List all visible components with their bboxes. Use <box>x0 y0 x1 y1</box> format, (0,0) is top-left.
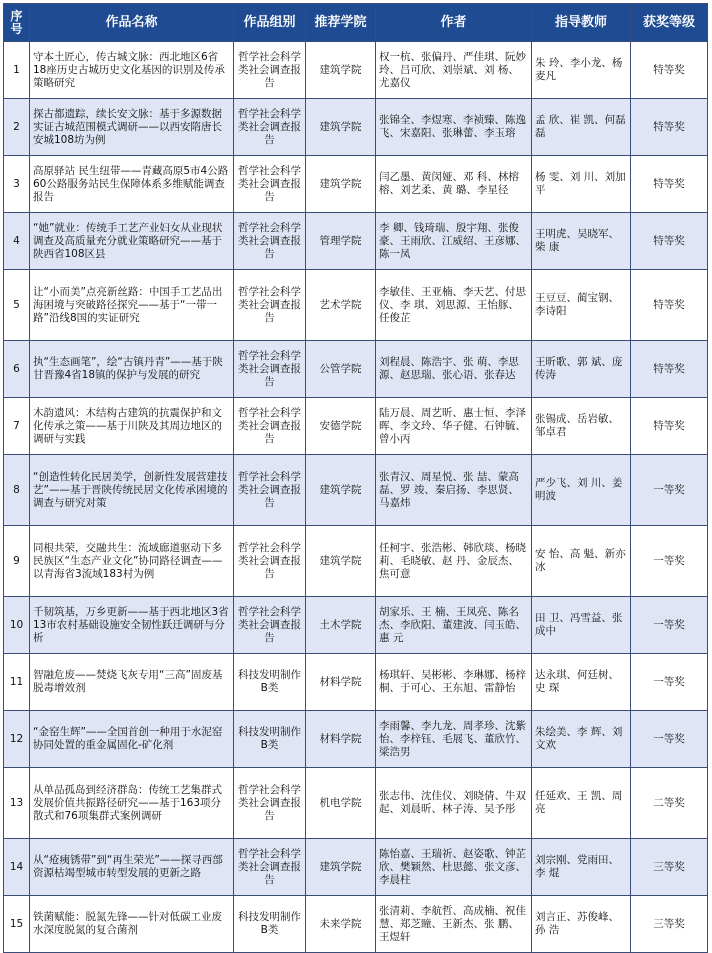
cell-tutors: 安 怡、高 魁、新亦冰 <box>532 526 631 597</box>
cell-authors: 张锦全、李煜寒、李祯臻、陈逸飞、宋嘉阳、张琳蕾、李玉瑢 <box>376 99 532 156</box>
cell-school: 未来学院 <box>306 896 376 953</box>
table-row <box>4 270 708 341</box>
cell-award: 特等奖 <box>631 213 708 270</box>
table-row <box>4 341 708 398</box>
cell-group: 哲学社会科学类社会调查报告 <box>234 213 306 270</box>
cell-no: 7 <box>4 398 30 455</box>
cell-group: 哲学社会科学类社会调查报告 <box>234 768 306 839</box>
cell-tutors: 王豆豆、蔺宝钢、李诗阳 <box>532 270 631 341</box>
cell-group: 哲学社会科学类社会调查报告 <box>234 99 306 156</box>
cell-award: 一等奖 <box>631 455 708 526</box>
cell-group: 科技发明制作B类 <box>234 896 306 953</box>
cell-authors: 权一杭、张偏丹、严佳琪、阮妙玲、吕可欣、刘崇斌、刘 杨、尤嘉仪 <box>376 42 532 99</box>
cell-tutors: 张锡成、岳岩敏、邹卓君 <box>532 398 631 455</box>
cell-name: 从单品孤岛到经济群岛：传统工艺集群式发展价值共振路径研究——基于163项分散式和76项集群式案例调研 <box>30 768 234 839</box>
cell-name: 千韧筑基，万乡更新——基于西北地区3省13市农村基础设施安全韧性跃迁调研与分析 <box>30 597 234 654</box>
header-award: 获奖等级 <box>631 4 708 42</box>
cell-tutors: 朱 玲、李小龙、杨麦凡 <box>532 42 631 99</box>
cell-no: 6 <box>4 341 30 398</box>
cell-authors: 闫乙墨、黄闵娅、邓 科、林榕榕、刘艺柔、黄 璐、李星径 <box>376 156 532 213</box>
cell-group: 科技发明制作B类 <box>234 711 306 768</box>
cell-school: 管理学院 <box>306 213 376 270</box>
cell-school: 建筑学院 <box>306 42 376 99</box>
cell-award: 一等奖 <box>631 654 708 711</box>
cell-school: 材料学院 <box>306 711 376 768</box>
award-table <box>3 3 708 953</box>
cell-no: 2 <box>4 99 30 156</box>
cell-authors: 张清莉、李航哲、高成楠、祝佳慧、郑芝瞳、王新杰、张 鹏、王煜轩 <box>376 896 532 953</box>
cell-authors: 李敏佳、王亚楠、李天艺、付思仪、李 琪、刘思源、王怡豚、任俊芷 <box>376 270 532 341</box>
cell-group: 哲学社会科学类社会调查报告 <box>234 526 306 597</box>
cell-tutors: 刘言正、苏俊峰、孙 浩 <box>532 896 631 953</box>
table-row <box>4 711 708 768</box>
table-row <box>4 455 708 526</box>
cell-no: 5 <box>4 270 30 341</box>
cell-no: 1 <box>4 42 30 99</box>
cell-award: 一等奖 <box>631 711 708 768</box>
header-group: 作品组别 <box>234 4 306 42</box>
cell-school: 材料学院 <box>306 654 376 711</box>
cell-authors: 张青汉、周星悦、张 喆、蒙高磊、罗 竣、秦启扬、李思贤、马嘉炜 <box>376 455 532 526</box>
table-body <box>4 42 708 953</box>
cell-no: 10 <box>4 597 30 654</box>
cell-award: 特等奖 <box>631 341 708 398</box>
table-row <box>4 768 708 839</box>
cell-school: 建筑学院 <box>306 526 376 597</box>
cell-authors: 杨琪轩、吴彬彬、李琳娜、杨梓桐、于可心、王东旭、雷静怡 <box>376 654 532 711</box>
cell-no: 8 <box>4 455 30 526</box>
header-authors: 作者 <box>376 4 532 42</box>
cell-group: 哲学社会科学类社会调查报告 <box>234 455 306 526</box>
cell-name: “她”就业：传统手工艺产业妇女从业现状调查及高质量充分就业策略研究——基于陕西省108区县 <box>30 213 234 270</box>
cell-school: 安德学院 <box>306 398 376 455</box>
table-row <box>4 896 708 953</box>
cell-award: 一等奖 <box>631 597 708 654</box>
table-row <box>4 42 708 99</box>
cell-no: 12 <box>4 711 30 768</box>
table-row <box>4 398 708 455</box>
cell-school: 土木学院 <box>306 597 376 654</box>
cell-award: 三等奖 <box>631 896 708 953</box>
cell-name: 铁菌赋能：脱氮先锋——针对低碳工业废水深度脱氮的复合菌剂 <box>30 896 234 953</box>
cell-authors: 刘程晨、陈浩宇、张 萌、李思源、赵思瑞、张心语、张春达 <box>376 341 532 398</box>
cell-name: 探古都遗踪，续长安文脉：基于多源数据实证古城范围模式调研——以西安隋唐长安城108坊为例 <box>30 99 234 156</box>
table-row <box>4 213 708 270</box>
cell-authors: 李雨馨、李九龙、周孝珍、沈紫怡、李梓钰、毛展飞、董欣竹、梁浩男 <box>376 711 532 768</box>
cell-group: 哲学社会科学类社会调查报告 <box>234 270 306 341</box>
cell-award: 特等奖 <box>631 270 708 341</box>
cell-school: 机电学院 <box>306 768 376 839</box>
cell-authors: 胡家乐、王 楠、王凤亮、陈名杰、李欣阳、董建波、闫玉皓、惠 元 <box>376 597 532 654</box>
cell-no: 11 <box>4 654 30 711</box>
header-no: 序 号 <box>4 4 30 42</box>
cell-no: 14 <box>4 839 30 896</box>
table-header <box>4 4 708 42</box>
cell-no: 15 <box>4 896 30 953</box>
cell-tutors: 王明虎、吴晓军、柴 康 <box>532 213 631 270</box>
cell-authors: 陆万晨、周艺昕、惠士恒、李泽晖、李文玲、华子健、石钟毓、曾小丙 <box>376 398 532 455</box>
cell-name: 让“小而美”点亮新丝路：中国手工艺品出海困境与突破路径探究——基于“一带一路”沿线8国的实证研究 <box>30 270 234 341</box>
cell-authors: 陈怡嘉、王瑞祈、赵姿歌、钟芷欣、樊颖然、杜思懿、张文彦、李晨柱 <box>376 839 532 896</box>
cell-school: 建筑学院 <box>306 839 376 896</box>
cell-group: 科技发明制作B类 <box>234 654 306 711</box>
cell-name: “金窑生辉”——全国首创一种用于水泥窑协同处置的重金属固化-矿化剂 <box>30 711 234 768</box>
cell-group: 哲学社会科学类社会调查报告 <box>234 839 306 896</box>
cell-group: 哲学社会科学类社会调查报告 <box>234 42 306 99</box>
cell-award: 特等奖 <box>631 156 708 213</box>
cell-school: 建筑学院 <box>306 455 376 526</box>
table-row <box>4 839 708 896</box>
cell-award: 特等奖 <box>631 42 708 99</box>
cell-group: 哲学社会科学类社会调查报告 <box>234 597 306 654</box>
cell-school: 建筑学院 <box>306 99 376 156</box>
cell-name: 木韵遗风：木结构古建筑的抗震保护和文化传承之策——基于川陕及其周边地区的调研与实践 <box>30 398 234 455</box>
cell-tutors: 朱绘美、李 辉、刘文欢 <box>532 711 631 768</box>
table-row <box>4 526 708 597</box>
cell-no: 3 <box>4 156 30 213</box>
cell-award: 三等奖 <box>631 839 708 896</box>
cell-no: 4 <box>4 213 30 270</box>
cell-award: 特等奖 <box>631 398 708 455</box>
cell-school: 建筑学院 <box>306 156 376 213</box>
cell-authors: 任柯宇、张浩彬、韩欣琰、杨晓莉、毛晓敏、赵 丹、金辰杰、焦可意 <box>376 526 532 597</box>
cell-name: 高原驿站 民生纽带——青藏高原5市4公路60公路服务站民生保障体系多维赋能调查报告 <box>30 156 234 213</box>
header-name: 作品名称 <box>30 4 234 42</box>
cell-tutors: 任延欢、王 凯、周 亮 <box>532 768 631 839</box>
cell-school: 公管学院 <box>306 341 376 398</box>
cell-award: 一等奖 <box>631 526 708 597</box>
cell-tutors: 王昕歌、郭 斌、庞传涛 <box>532 341 631 398</box>
cell-name: 从“疮痍锈带”到“再生荣光”——探寻西部资源枯竭型城市转型发展的更新之路 <box>30 839 234 896</box>
cell-name: 同根共荣，交融共生：流域廊道驱动下多民族区“生态产业文化”协同路径调查——以青海省3流域183村为例 <box>30 526 234 597</box>
header-tutors: 指导教师 <box>532 4 631 42</box>
table-row <box>4 156 708 213</box>
header-school: 推荐学院 <box>306 4 376 42</box>
cell-school: 艺术学院 <box>306 270 376 341</box>
cell-group: 哲学社会科学类社会调查报告 <box>234 156 306 213</box>
cell-tutors: 严少飞、刘 川、姜明波 <box>532 455 631 526</box>
table-row <box>4 99 708 156</box>
table-row <box>4 597 708 654</box>
cell-name: 执“生态画笔”，绘“古镇丹青”——基于陕甘晋豫4省18镇的保护与发展的研究 <box>30 341 234 398</box>
cell-no: 9 <box>4 526 30 597</box>
cell-tutors: 孟 欣、崔 凯、何磊磊 <box>532 99 631 156</box>
cell-authors: 张志伟、沈佳仪、刘晓倩、牛双起、刘晨昕、林子涛、吴予彤 <box>376 768 532 839</box>
cell-tutors: 达永琪、何廷树、史 琛 <box>532 654 631 711</box>
cell-tutors: 田 卫、冯雪益、张成中 <box>532 597 631 654</box>
cell-name: 智融危废——焚烧飞灰专用“三高”固废基脱毒增效剂 <box>30 654 234 711</box>
cell-name: “创造性转化民居美学，创新性发展营建技艺”——基于晋陕传统民居文化传承困境的调查与研究对策 <box>30 455 234 526</box>
cell-no: 13 <box>4 768 30 839</box>
cell-name: 守本土匠心，传古城文脉：西北地区6省18座历史古城历史文化基因的识别及传承策略研究 <box>30 42 234 99</box>
cell-group: 哲学社会科学类社会调查报告 <box>234 341 306 398</box>
cell-authors: 李 卿、钱琦瑞、殷宇翔、张俊豪、王雨欣、江威绍、王彦娜、陈一凤 <box>376 213 532 270</box>
cell-tutors: 杨 雯、刘 川、刘加平 <box>532 156 631 213</box>
cell-tutors: 刘宗刚、党雨田、李 焜 <box>532 839 631 896</box>
cell-award: 特等奖 <box>631 99 708 156</box>
table-row <box>4 654 708 711</box>
cell-group: 哲学社会科学类社会调查报告 <box>234 398 306 455</box>
cell-award: 二等奖 <box>631 768 708 839</box>
